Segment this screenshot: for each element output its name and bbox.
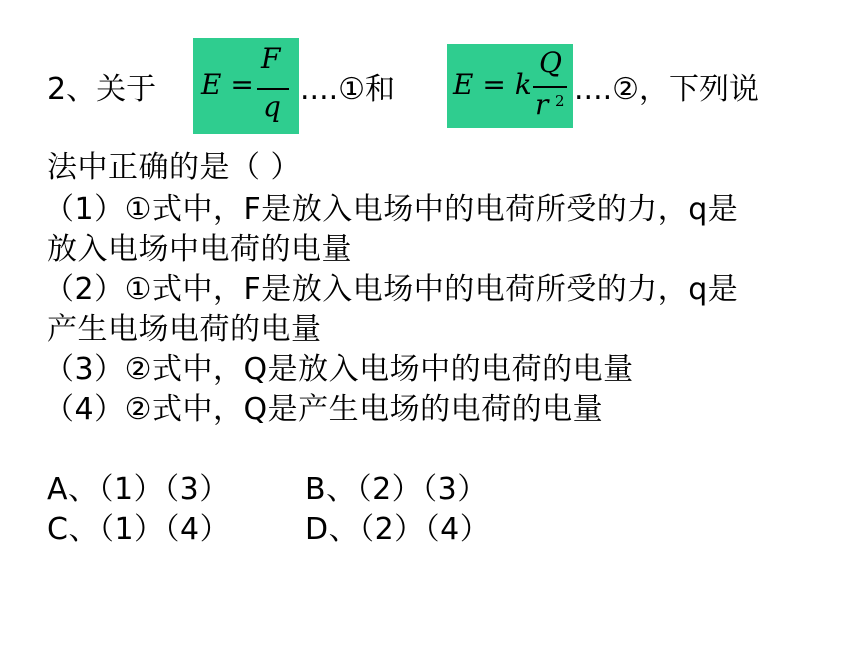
option-d: D、（2）（4） xyxy=(305,512,491,547)
question-intro: 2、关于 xyxy=(47,72,157,107)
formula-2-box xyxy=(447,44,573,128)
statement-1-line-2: 放入电场中电荷的电量 xyxy=(47,232,352,267)
formula-1-numerator: F xyxy=(261,42,281,75)
statement-2-line-1: （2）①式中，F是放入电场中的电荷所受的力，q是 xyxy=(44,272,739,307)
option-b: B、（2）（3） xyxy=(305,472,488,507)
statement-1-line-1: （1）①式中，F是放入电场中的电荷所受的力，q是 xyxy=(44,192,739,227)
formula-1-box xyxy=(193,38,299,134)
statement-3: （3）②式中，Q是放入电场中的电荷的电量 xyxy=(44,352,634,387)
formula-1-suffix: ....①和 xyxy=(300,72,396,107)
formula-2-lhs: E = k xyxy=(453,68,532,101)
statement-2-line-2: 产生电场电荷的电量 xyxy=(47,312,322,347)
option-a: A、（1）（3） xyxy=(47,472,230,507)
formula-2-denominator: r xyxy=(535,88,549,121)
formula-1-denominator: q xyxy=(263,90,281,123)
statement-4: （4）②式中，Q是产生电场的电荷的电量 xyxy=(44,392,604,427)
question-continuation: 法中正确的是（ ） xyxy=(47,150,302,185)
formula-2-suffix: ....②，下列说 xyxy=(574,72,760,107)
option-c: C、（1）（4） xyxy=(47,512,231,547)
formula-1-lhs: E = xyxy=(201,68,254,101)
formula-2-exponent: 2 xyxy=(555,92,565,110)
formula-2-numerator: Q xyxy=(539,46,562,79)
